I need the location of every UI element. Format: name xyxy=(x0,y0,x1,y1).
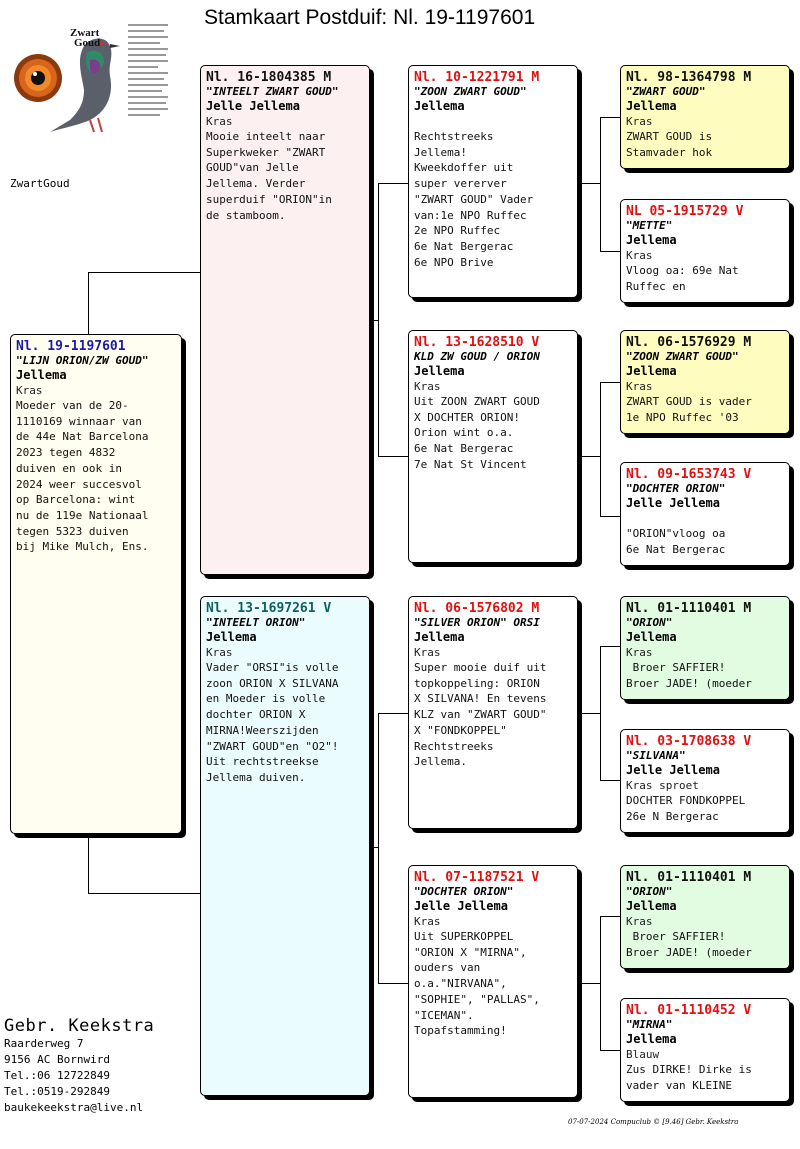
connector-line xyxy=(600,251,620,252)
connector-line xyxy=(370,847,378,848)
pigeon-color xyxy=(626,511,784,526)
pigeon-card-mm[interactable] xyxy=(408,865,578,1098)
pigeon-remark: Vader "ORSI"is volle zoon ORION X SILVANA en Moeder is volle dochter ORION X MIRNA!Weerszijden "ZWART GOUD"en "O2"! Uit rechtstreekse Jellema duiven. xyxy=(206,661,339,784)
svg-text:Zwart: Zwart xyxy=(70,27,100,39)
ring-number: Nl. 10-1221791 M xyxy=(414,70,540,85)
pigeon-name: "INTEELT ZWART GOUD" xyxy=(206,85,339,98)
pigeon-remark: Uit ZOON ZWART GOUD X DOCHTER ORION! Orion wint o.a. 6e Nat Bergerac 7e Nat St Vincent xyxy=(414,395,540,471)
connector-line xyxy=(580,456,600,457)
connector-line xyxy=(600,117,620,118)
connector-line xyxy=(580,983,600,984)
pigeon-name: "MIRNA" xyxy=(626,1018,673,1031)
pigeon-name: "ZOON ZWART GOUD" xyxy=(626,350,739,363)
pigeon-remark: "ORION"vloog oa 6e Nat Bergerac xyxy=(626,527,726,556)
connector-line xyxy=(370,320,378,321)
ring-number: Nl. 06-1576802 M xyxy=(414,601,540,616)
ring-number: Nl. 01-1110401 M xyxy=(626,601,752,616)
pigeon-color: Kras xyxy=(626,249,653,262)
pigeon-name: "SILVANA" xyxy=(626,749,686,762)
logo-caption: ZwartGoud xyxy=(10,177,70,190)
connector-line xyxy=(600,916,620,917)
pigeon-owner: Jellema xyxy=(414,630,465,644)
pigeon-card-subject[interactable] xyxy=(10,334,182,834)
connector-line xyxy=(600,780,620,781)
connector-line xyxy=(580,183,600,184)
pigeon-owner: Jellema xyxy=(16,368,67,382)
pigeon-color: Kras xyxy=(16,384,43,397)
pigeon-color: Kras xyxy=(206,646,233,659)
breeder-email: baukekeekstra@live.nl xyxy=(4,1101,144,1114)
connector-line xyxy=(600,646,620,647)
pigeon-card-fm[interactable] xyxy=(408,330,578,563)
pigeon-remark: Uit SUPERKOPPEL "ORION X "MIRNA", ouders van o.a."NIRVANA", "SOPHIE", "PALLAS", "ICEMAN". Topafstamming! xyxy=(414,930,540,1038)
ring-number: Nl. 19-1197601 xyxy=(16,339,126,354)
connector-line xyxy=(600,382,601,516)
connector-line xyxy=(378,183,408,184)
pigeon-name: "ORION" xyxy=(626,885,673,898)
connector-line xyxy=(600,646,601,780)
pigeon-name: "SILVER ORION" ORSI xyxy=(414,616,540,629)
pigeon-owner: Jellema xyxy=(626,364,677,378)
breeder-phone-1: Tel.:06 12722849 xyxy=(4,1069,110,1082)
pigeon-color: Kras sproet xyxy=(626,779,699,792)
ring-number: Nl. 06-1576929 M xyxy=(626,335,752,350)
pigeon-name: "ZOON ZWART GOUD" xyxy=(414,85,527,98)
pigeon-owner: Jelle Jellema xyxy=(206,99,300,113)
connector-line xyxy=(600,1050,620,1051)
ring-number: Nl. 13-1697261 V xyxy=(206,601,332,616)
pigeon-owner: Jellema xyxy=(626,1032,677,1046)
ring-number: Nl. 13-1628510 V xyxy=(414,335,540,350)
pigeon-owner: Jellema xyxy=(206,630,257,644)
ring-number: Nl. 16-1804385 M xyxy=(206,70,332,85)
pigeon-owner: Jellema xyxy=(626,99,677,113)
connector-line xyxy=(600,117,601,251)
pigeon-card-fmf[interactable] xyxy=(620,330,790,434)
connector-line xyxy=(88,272,200,273)
pigeon-name: "METTE" xyxy=(626,219,673,232)
pigeon-card-mf[interactable] xyxy=(408,596,578,829)
pigeon-eye-logo-icon xyxy=(10,16,172,140)
pigeon-remark: ZWART GOUD is Stamvader hok xyxy=(626,130,713,159)
connector-line xyxy=(600,916,601,1050)
pigeon-remark: DOCHTER FONDKOPPEL 26e N Bergerac xyxy=(626,794,746,823)
pigeon-card-ffm[interactable] xyxy=(620,199,790,303)
pigeon-card-mother[interactable] xyxy=(200,596,370,1096)
pigeon-color: Kras xyxy=(626,646,653,659)
connector-line xyxy=(378,713,408,714)
pigeon-remark: Super mooie duif uit topkoppeling: ORION X SILVANA! En tevens KLZ van "ZWART GOUD" X "FONDKOPPEL" Rechtstreeks Jellema. xyxy=(414,661,547,769)
pigeon-owner: Jellema xyxy=(626,233,677,247)
connector-line xyxy=(600,516,620,517)
pigeon-card-mmf[interactable] xyxy=(620,865,790,969)
pigeon-color xyxy=(414,114,572,129)
pigeon-name: "ORION" xyxy=(626,616,673,629)
breeder-street: Raarderweg 7 xyxy=(4,1037,84,1050)
pigeon-card-mmm[interactable] xyxy=(620,998,790,1102)
ring-number: Nl. 98-1364798 M xyxy=(626,70,752,85)
connector-line xyxy=(378,983,408,984)
pigeon-remark: ZWART GOUD is vader 1e NPO Ruffec '03 xyxy=(626,395,752,424)
ring-number: Nl. 01-1110452 V xyxy=(626,1003,752,1018)
pigeon-name: "LIJN ORION/ZW GOUD" xyxy=(16,354,149,367)
pigeon-color: Kras xyxy=(414,646,441,659)
breeder-info xyxy=(4,1016,154,1116)
pigeon-name: "ZWART GOUD" xyxy=(626,85,706,98)
pigeon-owner: Jellema xyxy=(626,630,677,644)
pigeon-color: Blauw xyxy=(626,1048,660,1061)
pigeon-owner: Jellema xyxy=(626,899,677,913)
pigeon-color: Kras xyxy=(626,915,653,928)
pigeon-color: Kras xyxy=(206,115,233,128)
pigeon-remark: Zus DIRKE! Dirke is vader van KLEINE xyxy=(626,1063,752,1092)
connector-line xyxy=(88,893,200,894)
page-title: Stamkaart Postduif: Nl. 19-1197601 xyxy=(204,6,536,29)
pigeon-remark: Vloog oa: 69e Nat Ruffec en xyxy=(626,264,739,293)
pigeon-name: "INTEELT ORION" xyxy=(206,616,306,629)
pigeon-owner: Jellema xyxy=(414,364,465,378)
pigeon-name: "DOCHTER ORION" xyxy=(626,482,726,495)
pigeon-color: Kras xyxy=(626,380,653,393)
pigeon-remark: Mooie inteelt naar Superkweker "ZWART GOUD"van Jelle Jellema. Verder superduif "ORION"in de stamboom. xyxy=(206,130,332,222)
connector-line xyxy=(88,834,89,894)
breeder-name: Gebr. Keekstra xyxy=(4,1016,155,1036)
pigeon-card-father[interactable] xyxy=(200,65,370,575)
pigeon-card-fmm[interactable] xyxy=(620,462,790,566)
pigeon-color: Kras xyxy=(414,380,441,393)
connector-line xyxy=(580,713,600,714)
pigeon-remark: Rechtstreeks Jellema! Kweekdoffer uit super vererver "ZWART GOUD" Vader van:1e NPO Ruffec 2e NPO Ruffec 6e Nat Bergerac 6e NPO Brive xyxy=(414,130,534,269)
breeder-city: 9156 AC Bornwird xyxy=(4,1053,110,1066)
pigeon-remark: Broer SAFFIER! Broer JADE! (moeder xyxy=(626,661,752,690)
ring-number: Nl. 01-1110401 M xyxy=(626,870,752,885)
pigeon-color: Kras xyxy=(414,915,441,928)
pigeon-card-mfm[interactable] xyxy=(620,729,790,833)
connector-line xyxy=(88,272,89,334)
connector-line xyxy=(378,456,408,457)
pigeon-owner: Jelle Jellema xyxy=(626,496,720,510)
pigeon-name: "DOCHTER ORION" xyxy=(414,885,514,898)
connector-line xyxy=(378,713,379,983)
pigeon-remark: Moeder van de 20- 1110169 winnaar van de 44e Nat Barcelona 2023 tegen 4832 duiven en ook in 2024 weer succesvol op Barcelona: wint nu de 119e Nationaal tegen 5323 duiven bij Mike Mulch, Ens. xyxy=(16,399,149,554)
pigeon-color: Kras xyxy=(626,115,653,128)
pigeon-name: KLD ZW GOUD / ORION xyxy=(414,350,540,363)
pigeon-card-ff[interactable] xyxy=(408,65,578,298)
ring-number: Nl. 03-1708638 V xyxy=(626,734,752,749)
pigeon-owner: Jellema xyxy=(414,99,465,113)
breeder-phone-2: Tel.:0519-292849 xyxy=(4,1085,110,1098)
pigeon-owner: Jelle Jellema xyxy=(414,899,508,913)
connector-line xyxy=(600,382,620,383)
ring-number: Nl. 07-1187521 V xyxy=(414,870,540,885)
zwart-goud-logo xyxy=(10,16,172,140)
pigeon-card-mff[interactable] xyxy=(620,596,790,700)
connector-line xyxy=(378,183,379,456)
svg-text:Goud: Goud xyxy=(74,37,101,49)
pigeon-card-fff[interactable] xyxy=(620,65,790,169)
ring-number: NL 05-1915729 V xyxy=(626,204,744,219)
print-footer: 07-07-2024 Compuclub © [9.46] Gebr. Keekstra xyxy=(568,1118,739,1126)
ring-number: Nl. 09-1653743 V xyxy=(626,467,752,482)
pigeon-remark: Broer SAFFIER! Broer JADE! (moeder xyxy=(626,930,752,959)
pigeon-owner: Jelle Jellema xyxy=(626,763,720,777)
